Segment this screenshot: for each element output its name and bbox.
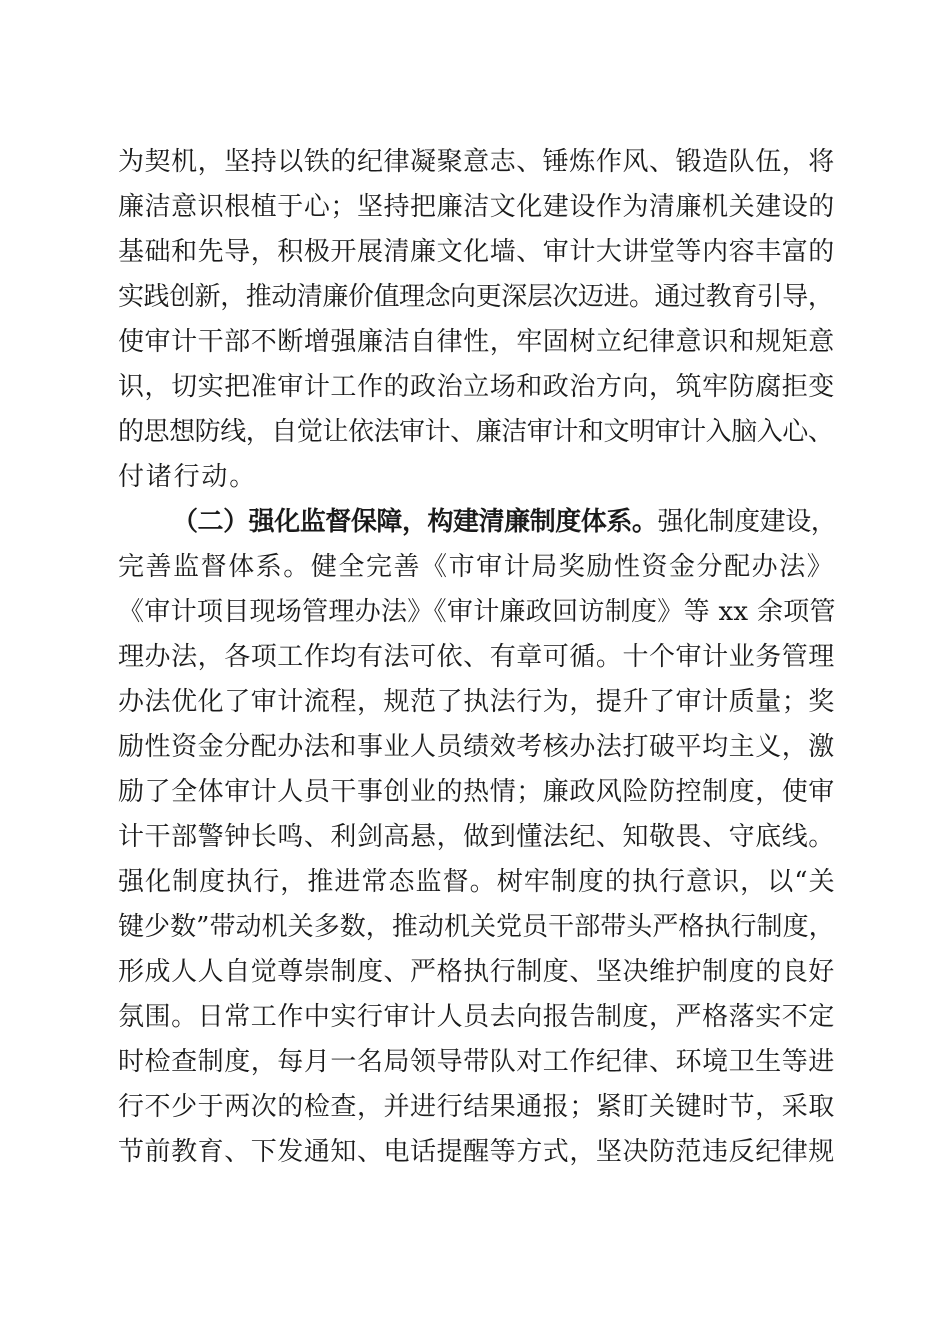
paragraph-2-line: 计干部警钟长鸣、利剑高悬，做到懂法纪、知敬畏、守底线。 (118, 822, 835, 852)
paragraph-2-line: 《审计项目现场管理办法》《审计廉政回访制度》等 xx 余项管 (118, 597, 836, 627)
section-heading: （二）强化监督保障，构建清廉制度体系。 (172, 507, 658, 537)
paragraph-1-line: 廉洁意识根植于心；坚持把廉洁文化建设作为清廉机关建设的 (118, 192, 835, 222)
paragraph-2-line: 氛围。日常工作中实行审计人员去向报告制度，严格落实不定 (118, 1002, 835, 1032)
paragraph-2-line: 形成人人自觉尊崇制度、严格执行制度、坚决维护制度的良好 (118, 957, 835, 987)
paragraph-1-line: 的思想防线，自觉让依法审计、廉洁审计和文明审计入脑入心、 (118, 417, 834, 447)
paragraph-2-line: 励了全体审计人员干事创业的热情；廉政风险防控制度，使审 (118, 777, 835, 807)
paragraph-1-line: 使审计干部不断增强廉洁自律性，牢固树立纪律意识和规矩意 (118, 327, 835, 357)
paragraph-1-line: 付诸行动。 (118, 462, 258, 492)
paragraph-2-line: 时检查制度，每月一名局领导带队对工作纪律、环境卫生等进 (118, 1047, 835, 1077)
paragraph-1-line: 为契机，坚持以铁的纪律凝聚意志、锤炼作风、锻造队伍，将 (118, 147, 835, 177)
paragraph-2-line: 完善监督体系。健全完善《市审计局奖励性资金分配办法》 (118, 552, 835, 582)
paragraph-1-line: 实践创新，推动清廉价值理念向更深层次迈进。通过教育引导， (118, 282, 834, 312)
paragraph-1-line: 识，切实把准审计工作的政治立场和政治方向，筑牢防腐拒变 (118, 372, 835, 402)
section-heading-continuation: 强化制度建设， (657, 507, 837, 537)
paragraph-2-first-line (172, 502, 838, 542)
paragraph-1-line: 基础和先导，积极开展清廉文化墙、审计大讲堂等内容丰富的 (118, 237, 835, 267)
paragraph-2-line: 行不少于两次的检查，并进行结果通报；紧盯关键时节，采取 (118, 1092, 835, 1122)
paragraph-2-line: 理办法，各项工作均有法可依、有章可循。十个审计业务管理 (118, 642, 835, 672)
paragraph-2-line: 强化制度执行，推进常态监督。树牢制度的执行意识，以“关 (118, 867, 836, 897)
paragraph-2-line: 励性资金分配办法和事业人员绩效考核办法打破平均主义，激 (118, 732, 835, 762)
paragraph-2-line: 键少数”带动机关多数，推动机关党员干部带头严格执行制度， (118, 912, 835, 942)
paragraph-2-line: 节前教育、下发通知、电话提醒等方式，坚决防范违反纪律规 (118, 1137, 835, 1167)
paragraph-2-line: 办法优化了审计流程，规范了执法行为，提升了审计质量；奖 (118, 687, 835, 717)
